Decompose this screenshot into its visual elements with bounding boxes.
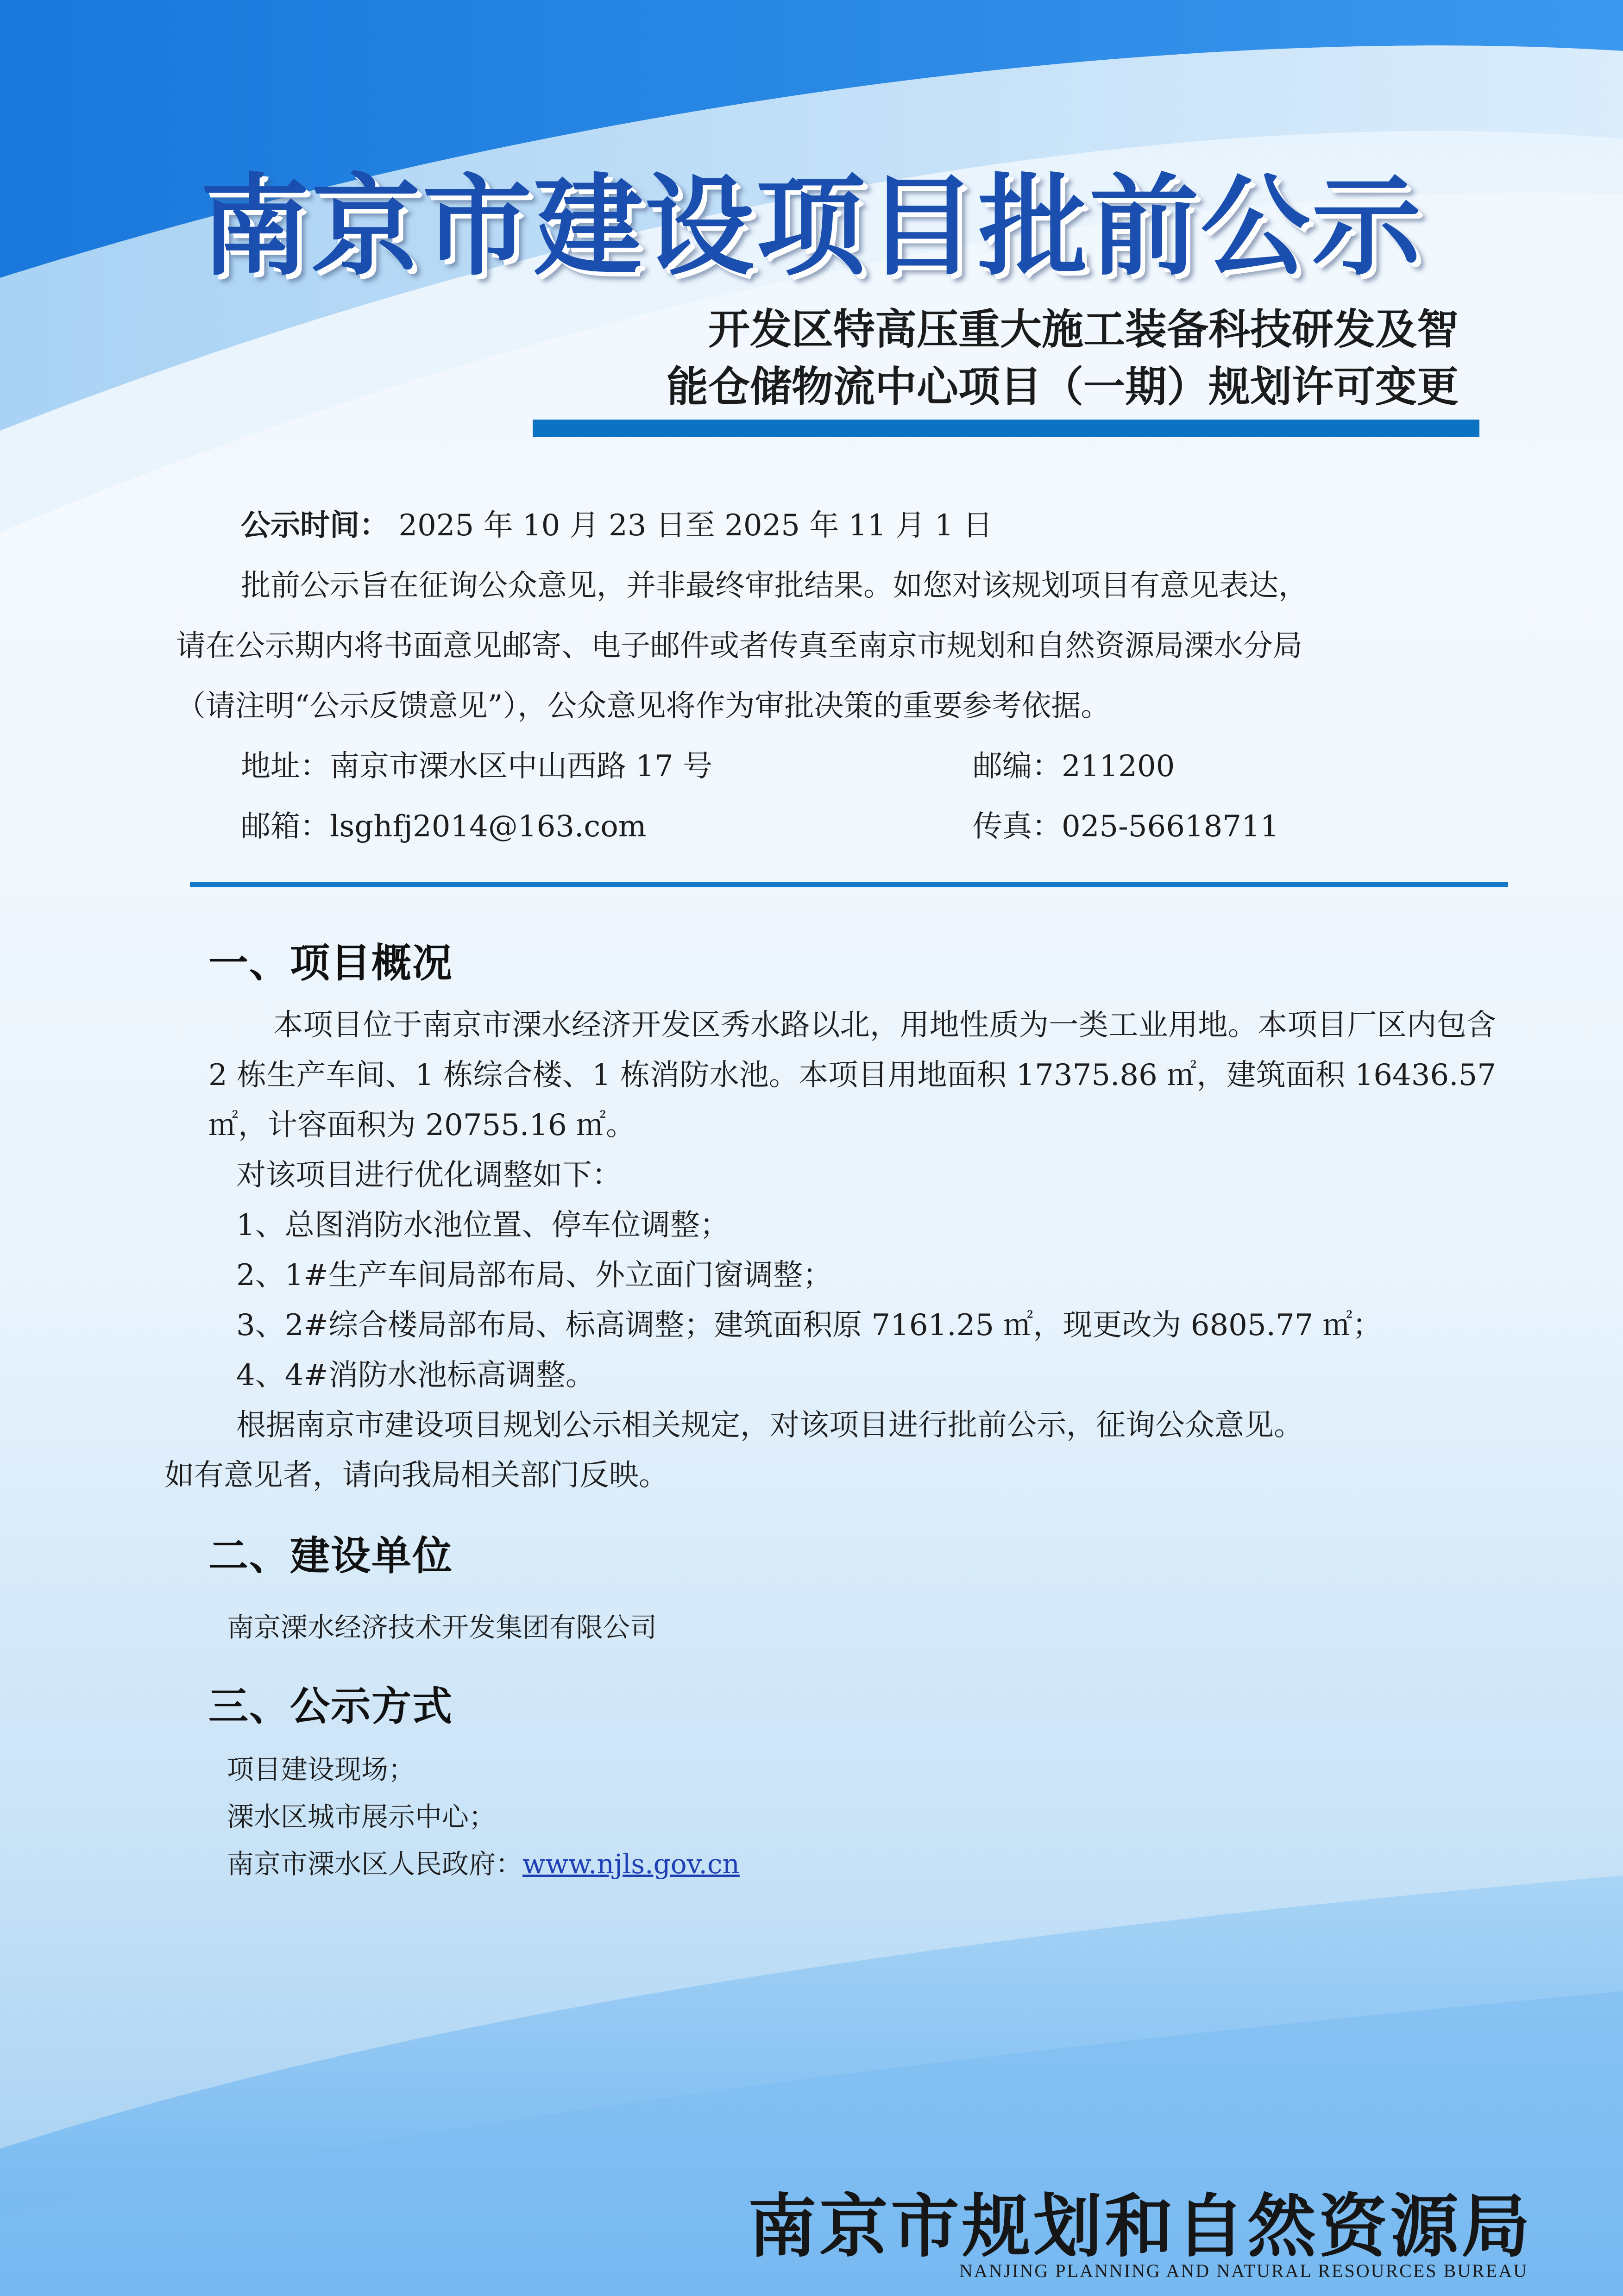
page-title: 南京市建设项目批前公示 (200, 163, 1423, 290)
period-value: 2025 年 10 月 23 日至 2025 年 11 月 1 日 (398, 508, 993, 543)
subtitle-line-2: 能仓储物流中心项目（一期）规划许可变更 (667, 363, 1459, 411)
adjustment-item-1: 1、总图消防水池位置、停车位调整； (236, 1208, 730, 1242)
method-2: 溧水区城市展示中心； (227, 1801, 496, 1832)
unit-name: 南京溧水经济技术开发集团有限公司 (227, 1612, 657, 1643)
construction-unit (227, 1604, 657, 1651)
period-label: 公示时间： (241, 508, 389, 543)
publicity-methods (227, 1746, 740, 1888)
adjustment-item-4: 4、4#消防水池标高调整。 (236, 1358, 596, 1393)
section-2-heading: 二、建设单位 (208, 1533, 453, 1579)
section-1-heading: 一、项目概况 (208, 940, 453, 986)
method-1: 项目建设现场； (227, 1754, 415, 1785)
adjustment-lead: 对该项目进行优化调整如下： (236, 1158, 622, 1192)
method-3-label: 南京市溧水区人民政府： (227, 1848, 523, 1880)
intro-line-3: （请注明“公示反馈意见”），公众意见将作为审批决策的重要参考依据。 (176, 689, 1111, 723)
bureau-name-cn: 南京市规划和自然资源局 (748, 2186, 1533, 2266)
adjustment-item-3: 3、2#综合楼局部布局、标高调整；建筑面积原 7161.25 ㎡，现更改为 6805.77 ㎡； (236, 1308, 1382, 1342)
closing-line-1: 根据南京市建设项目规划公示相关规定，对该项目进行批前公示，征询公众意见。 (236, 1408, 1303, 1443)
info-divider (190, 882, 1508, 887)
address: 地址：南京市溧水区中山西路 17 号 (241, 749, 713, 784)
email: 邮箱：lsghfj2014@163.com (241, 809, 647, 844)
intro-line-2: 请在公示期内将书面意见邮寄、电子邮件或者传真至南京市规划和自然资源局溧水分局 (176, 629, 1302, 663)
subtitle-underline (533, 420, 1479, 437)
section-3-heading: 三、公示方式 (208, 1683, 453, 1730)
subtitle-line-1: 开发区特高压重大施工装备科技研发及智 (708, 305, 1459, 354)
project-subtitle (667, 301, 1459, 416)
method-3 (227, 1840, 740, 1888)
intro-line-1: 批前公示旨在征询公众意见，并非最终审批结果。如您对该规划项目有意见表达， (241, 569, 1308, 603)
postcode: 邮编：211200 (973, 749, 1175, 784)
adjustment-item-2: 2、1#生产车间局部布局、外立面门窗调整； (236, 1258, 833, 1292)
fax: 传真：025-56618711 (973, 809, 1279, 844)
government-website-link[interactable]: www.njls.gov.cn (522, 1848, 740, 1880)
bureau-name-en: NANJING PLANNING AND NATURAL RESOURCES BUREAU (959, 2260, 1528, 2281)
closing-line-2: 如有意见者，请向我局相关部门反映。 (164, 1458, 668, 1493)
section-1-body (164, 1000, 1496, 1500)
notice-info (176, 496, 1501, 857)
project-overview-paragraph: 本项目位于南京市溧水经济开发区秀水路以北，用地性质为一类工业用地。本项目厂区内包含 2 栋生产车间、1 栋综合楼、1 栋消防水池。本项目用地面积 17375.86 ㎡，建筑面积 16436.57 ㎡，计容面积为 20755.16 ㎡。 (208, 1008, 1496, 1142)
